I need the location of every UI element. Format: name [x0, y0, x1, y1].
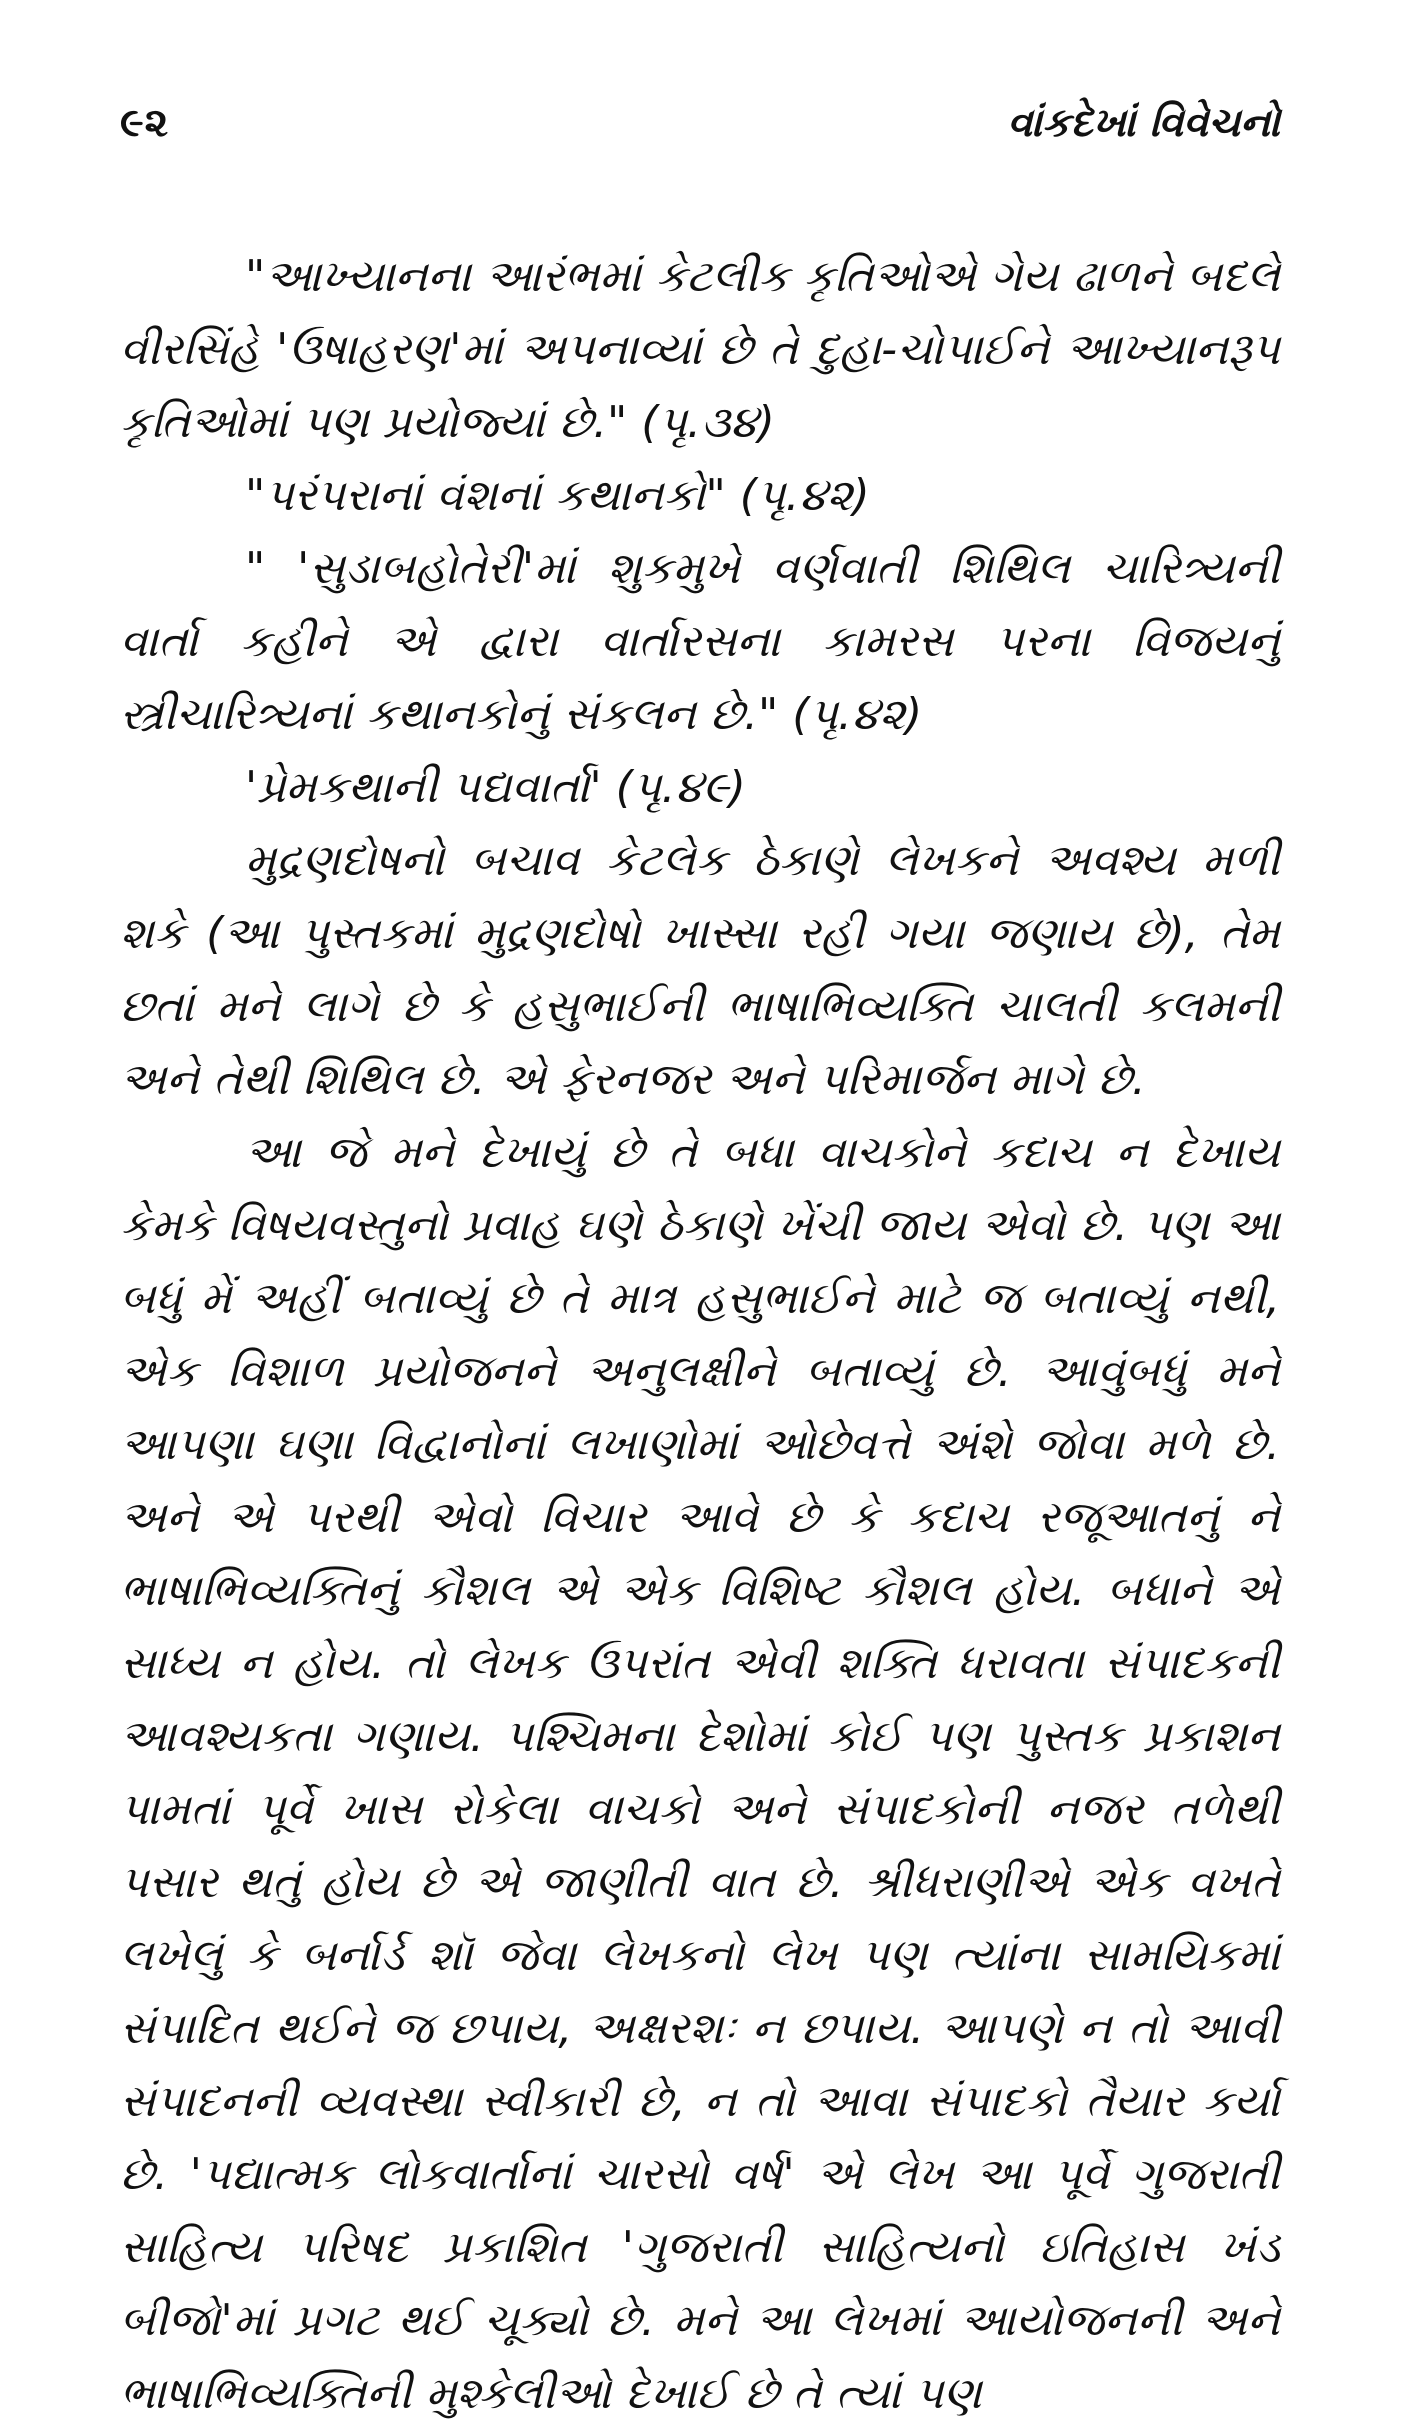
running-title: વાંકદેખાં વિવેચનો [1007, 100, 1280, 146]
page-number: ૯૨ [120, 100, 170, 146]
page-header [120, 100, 1280, 180]
quote-paragraph-sudabahoteri: " 'સુડાબહોતેરી'માં શુકમુખે વર્ણવાતી શિથિલ ચારિત્ર્યની વાર્તા કહીને એ દ્વારા વાર્તારસના કામરસ પરના વિજયનું સ્ત્રીચારિત્ર્યનાં કથાનકોનું સંકલન છે." (પૃ.૪૨) [120, 543, 1280, 740]
quote-paragraph-premkatha: 'પ્રેમકથાની પદ્યવાર્તા' (પૃ.૪૯) [245, 762, 746, 813]
page-body [120, 240, 1280, 2430]
book-page [120, 100, 1280, 2419]
body-paragraph-mudrandosh: મુદ્રણદોષનો બચાવ કેટલેક ઠેકાણે લેખકને અવશ્ય મળી શકે (આ પુસ્તકમાં મુદ્રણદોષો ખાસ્સા રહી ગયા જણાય છે), તેમ છતાં મને લાગે છે કે હસુભાઈની ભાષાભિવ્યક્તિ ચાલતી કલમની અને તેથી શિથિલ છે. એ ફેરનજર અને પરિમાર્જન માગે છે. [120, 835, 1280, 1105]
body-paragraph-sampadak: આ જે મને દેખાયું છે તે બધા વાચકોને કદાચ ન દેખાય કેમકે વિષયવસ્તુનો પ્રવાહ ઘણે ઠેકાણે ખેંચી જાય એવો છે. પણ આ બધું મેં અહીં બતાવ્યું છે તે માત્ર હસુભાઈને માટે જ બતાવ્યું નથી, એક વિશાળ પ્રયોજનને અનુલક્ષીને બતાવ્યું છે. આવુંબધું મને આપણા ઘણા વિદ્વાનોનાં લખાણોમાં ઓછેવત્તે અંશે જોવા મળે છે. અને એ પરથી એવો વિચાર આવે છે કે કદાચ રજૂઆતનું ને ભાષાભિવ્યક્તિનું કૌશલ એ એક વિશિષ્ટ કૌશલ હોય. બધાને એ સાધ્ય ન હોય. તો લેખક ઉપરાંત એવી શક્તિ ધરાવતા સંપાદકની આવશ્યકતા ગણાય. પશ્ચિમના દેશોમાં કોઈ પણ પુસ્તક પ્રકાશન પામતાં પૂર્વે ખાસ રોકેલા વાચકો અને સંપાદકોની નજર તળેથી પસાર થતું હોય છે એ જાણીતી વાત છે. શ્રીધરાણીએ એક વખતે લખેલું કે બર્નાર્ડ શૉ જેવા લેખકનો લેખ પણ ત્યાંના સામયિકમાં સંપાદિત થઈને જ છપાય, અક્ષરશઃ ન છપાય. આપણે ન તો આવી સંપાદનની વ્યવસ્થા સ્વીકારી છે, ન તો આવા સંપાદકો તૈયાર કર્યા છે. 'પદ્યાત્મક લોકવાર્તાનાં ચારસો વર્ષ' એ લેખ આ પૂર્વે ગુજરાતી સાહિત્ય પરિષદ પ્રકાશિત 'ગુજરાતી સાહિત્યનો ઇતિહાસ ખંડ બીજો'માં પ્રગટ થઈ ચૂક્યો છે. મને આ લેખમાં આયોજનની અને ભાષાભિવ્યક્તિની મુશ્કેલીઓ દેખાઈ છે તે ત્યાં પણ [120, 1127, 1280, 2419]
quote-paragraph-ushaharan: "આખ્યાનના આરંભમાં કેટલીક કૃતિઓએ ગેય ઢાળને બદલે વીરસિંહે 'ઉષાહરણ'માં અપનાવ્યાં છે તે દુહા-ચોપાઈને આખ્યાનરૂપ કૃતિઓમાં પણ પ્રયોજ્યાં છે." (પૃ.૩૪) [120, 251, 1280, 448]
quote-paragraph-parampara: "પરંપરાનાં વંશનાં કથાનકો" (પૃ.૪૨) [245, 470, 870, 521]
